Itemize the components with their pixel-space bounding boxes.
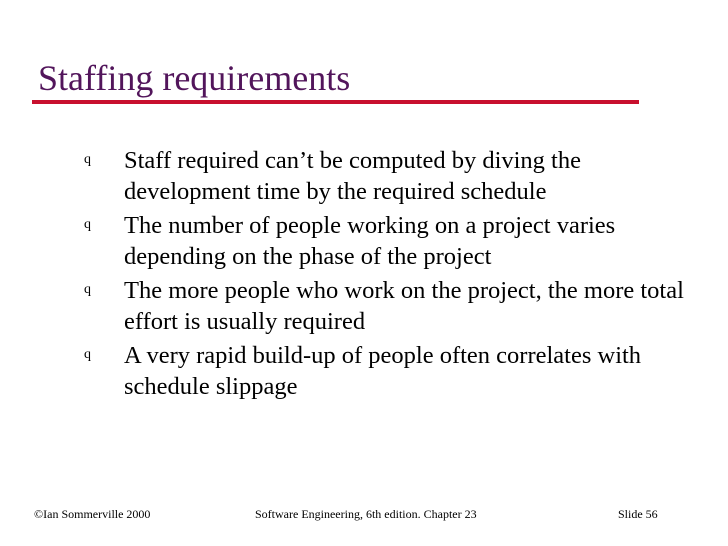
bullet-marker-icon: q xyxy=(84,152,91,167)
footer-slide-number: Slide 56 xyxy=(618,507,658,521)
bullet-marker-icon: q xyxy=(84,347,91,362)
bullet-marker-icon: q xyxy=(84,282,91,297)
bullet-text: A very rapid build-up of people often correlates with schedule slippage xyxy=(124,342,642,400)
bullet-text: The more people who work on the project, the more total effort is usually required xyxy=(124,277,684,335)
bullet-item xyxy=(0,340,684,402)
title-underline-rule xyxy=(32,100,639,104)
footer-book-title: Software Engineering, 6th edition. Chapter 23 xyxy=(255,507,477,521)
bullet-item xyxy=(0,210,684,272)
bullet-text: The number of people working on a project varies depending on the phase of the project xyxy=(124,212,616,270)
bullet-marker-icon: q xyxy=(84,217,91,232)
bullet-list xyxy=(0,145,684,405)
bullet-item xyxy=(0,275,684,337)
footer-copyright: ©Ian Sommerville 2000 xyxy=(34,507,151,521)
bullet-text: Staff required can’t be computed by diving the development time by the required schedule xyxy=(124,147,581,205)
bullet-item xyxy=(0,145,684,207)
slide-title: Staffing requirements xyxy=(38,58,351,98)
